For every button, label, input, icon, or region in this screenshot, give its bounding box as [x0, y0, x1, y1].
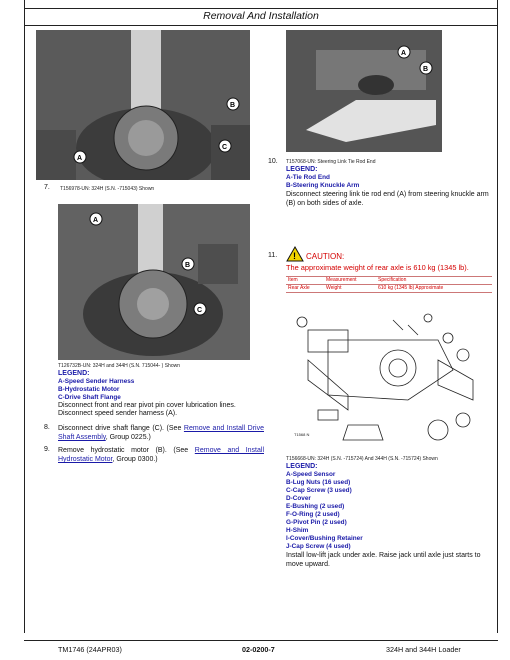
table-cell: 610 kg (1345 lb) Approximate — [378, 285, 444, 291]
photo-hydrostatic-motor — [58, 204, 250, 360]
legend-item: E-Bushing (2 used) — [286, 503, 345, 510]
footer-center: 02-0200-7 — [242, 645, 275, 654]
table-cell: Weight — [326, 285, 342, 291]
step9-link[interactable]: Remove and Install Hydrostatic Motor — [58, 447, 264, 463]
page-title: Removal And Installation — [203, 10, 319, 22]
footer-right: 324H and 344H Loader — [386, 645, 461, 654]
photo-3-illustration — [286, 30, 442, 152]
step8-number: 8. — [44, 424, 50, 431]
spec-table — [286, 276, 492, 293]
fig2-text-1: Disconnect front and rear pivot pin cover lubrication lines. — [58, 402, 236, 409]
legend-item: G-Pivot Pin (2 used) — [286, 519, 347, 526]
step7-number: 7. — [44, 184, 50, 191]
svg-text:A: A — [77, 155, 83, 162]
page-header — [24, 8, 498, 26]
step9-text-post: , Group 0300.) — [112, 456, 158, 463]
axle-exploded-diagram — [288, 300, 484, 450]
legend-item: D-Cover — [286, 495, 311, 502]
table-header: Specification — [378, 277, 407, 283]
legend-item: B-Steering Knuckle Arm — [286, 182, 360, 189]
fig4-caption: T156668-UN: 324H (S.N. -715724) And 344H (S.N. -715724) Shown — [286, 456, 438, 462]
svg-text:B: B — [185, 262, 191, 269]
legend-item: B-Hydrostatic Motor — [58, 386, 120, 393]
step10-text: Disconnect steering link tie rod end (A) from steering knuckle arm (B) on both sides of axle. — [286, 191, 489, 207]
step9-text-pre: Remove hydrostatic motor (B). (See — [58, 447, 189, 454]
legend-item: J-Cap Screw (4 used) — [286, 543, 351, 550]
caution-text: The approximate weight of rear axle is 610 kg (1345 lb). — [286, 263, 469, 272]
legend-item: A-Tie Rod End — [286, 174, 330, 181]
step11-number: 11. — [268, 252, 278, 259]
step8-text-pre: Disconnect drive shaft flange (C). (See — [58, 425, 182, 432]
svg-text:C: C — [197, 307, 203, 314]
table-header: Measurement — [326, 277, 357, 283]
fig3-legend-title: LEGEND: — [286, 166, 318, 173]
legend-item: B-Lug Nuts (16 used) — [286, 479, 351, 486]
table-cell: Rear Axle — [288, 285, 310, 291]
step9-number: 9. — [44, 446, 50, 453]
legend-item: H-Shim — [286, 527, 309, 534]
photo-drive-shaft-flange — [36, 30, 250, 180]
legend-item: A-Speed Sensor — [286, 471, 336, 478]
legend-item: F-O-Ring (2 used) — [286, 511, 340, 518]
step8-text-post: , Group 0225.) — [105, 434, 151, 441]
fig4-legend-title: LEGEND: — [286, 463, 318, 470]
step8-text — [58, 424, 264, 442]
svg-text:B: B — [423, 66, 429, 73]
photo-2-illustration — [58, 204, 250, 360]
page-footer — [24, 640, 498, 654]
step9-text — [58, 446, 264, 464]
fig3-caption: T157068-UN: Steering Link Tie Rod End — [286, 159, 376, 165]
fig2-text-2: Disconnect speed sender harness (A). — [58, 410, 178, 417]
caution-label: CAUTION: — [306, 252, 345, 261]
svg-text:A: A — [93, 217, 99, 224]
photo-1-illustration — [36, 30, 250, 180]
photo-tie-rod-end — [286, 30, 442, 152]
svg-text:C: C — [222, 144, 228, 151]
legend-item: A-Speed Sender Harness — [58, 378, 135, 385]
fig2-caption: T126732B-UN: 324H and 344H (S.N. 715044- ) Shown — [58, 363, 181, 369]
svg-text:!: ! — [293, 251, 296, 261]
caution-icon — [286, 246, 304, 262]
step10-number: 10. — [268, 158, 278, 165]
fig1-caption: T156978-UN: 324H (S.N. -715043) Shown — [60, 186, 155, 192]
legend-item: C-Cap Screw (3 used) — [286, 487, 352, 494]
svg-text:A: A — [401, 50, 407, 57]
svg-text:B: B — [230, 102, 236, 109]
legend-item: I-Cover/Bushing Retainer — [286, 535, 363, 542]
fig4-small-id: T1568 N — [294, 432, 310, 437]
footer-left: TM1746 (24APR03) — [58, 645, 122, 654]
legend-item: C-Drive Shaft Flange — [58, 394, 121, 401]
fig2-legend-title: LEGEND: — [58, 370, 90, 377]
step8-link[interactable]: Remove and Install Drive Shaft Assembly — [58, 425, 264, 441]
table-header: Item — [288, 277, 298, 283]
fig4-text: Install low-lift jack under axle. Raise jack until axle just starts to move upward. — [286, 552, 481, 568]
